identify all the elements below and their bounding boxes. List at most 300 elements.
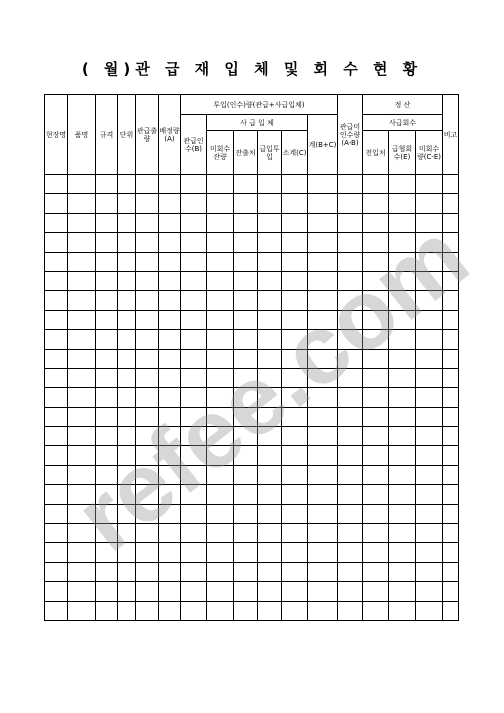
table-cell — [45, 175, 68, 194]
table-cell — [338, 504, 363, 523]
table-cell — [68, 291, 96, 310]
table-cell — [338, 543, 363, 562]
table-cell — [338, 368, 363, 387]
table-cell — [118, 310, 136, 329]
table-cell — [181, 252, 207, 271]
table-cell — [258, 291, 282, 310]
table-cell — [159, 562, 181, 581]
table-cell — [282, 213, 308, 232]
table-cell — [308, 175, 338, 194]
table-cell — [96, 524, 118, 543]
table-cell — [416, 446, 443, 465]
table-cell — [443, 407, 459, 426]
table-cell — [159, 485, 181, 504]
table-row — [45, 504, 459, 523]
table-cell — [258, 194, 282, 213]
table-cell — [207, 175, 234, 194]
table-cell — [338, 175, 363, 194]
table-cell — [136, 252, 159, 271]
table-cell — [363, 388, 389, 407]
table-cell — [118, 194, 136, 213]
table-cell — [258, 330, 282, 349]
table-cell — [282, 194, 308, 213]
table-cell — [258, 233, 282, 252]
table-row — [45, 407, 459, 426]
table-cell — [118, 291, 136, 310]
table-cell — [416, 252, 443, 271]
table-cell — [207, 330, 234, 349]
table-cell — [234, 388, 258, 407]
table-cell — [363, 427, 389, 446]
table-cell — [68, 562, 96, 581]
table-cell — [68, 213, 96, 232]
table-cell — [308, 252, 338, 271]
table-cell — [416, 194, 443, 213]
table-cell — [159, 213, 181, 232]
table-cell — [443, 446, 459, 465]
table-cell — [308, 349, 338, 368]
table-cell — [45, 485, 68, 504]
table-cell — [338, 446, 363, 465]
table-cell — [389, 271, 416, 290]
table-row — [45, 252, 459, 271]
table-row — [45, 310, 459, 329]
table-cell — [181, 310, 207, 329]
table-cell — [45, 213, 68, 232]
table-cell — [118, 252, 136, 271]
table-cell — [389, 175, 416, 194]
table-cell — [207, 291, 234, 310]
table-cell — [118, 213, 136, 232]
table-cell — [363, 291, 389, 310]
table-cell — [258, 465, 282, 484]
table-cell — [338, 427, 363, 446]
table-cell — [181, 485, 207, 504]
table-cell — [258, 310, 282, 329]
table-cell — [181, 349, 207, 368]
header-input-group: 투입(인수)량(관급+사급입체) — [181, 95, 338, 115]
table-row — [45, 213, 459, 232]
table-cell — [136, 388, 159, 407]
table-cell — [45, 271, 68, 290]
table-cell — [416, 291, 443, 310]
table-cell — [136, 271, 159, 290]
table-cell — [416, 368, 443, 387]
table-cell — [96, 330, 118, 349]
table-cell — [308, 504, 338, 523]
table-cell — [181, 388, 207, 407]
table-cell — [363, 368, 389, 387]
table-cell — [118, 446, 136, 465]
table-cell — [68, 485, 96, 504]
table-cell — [159, 194, 181, 213]
table-cell — [338, 330, 363, 349]
table-cell — [443, 368, 459, 387]
header-unit: 단위 — [118, 95, 136, 175]
table-cell — [159, 465, 181, 484]
table-cell — [181, 465, 207, 484]
table-cell — [443, 271, 459, 290]
table-cell — [443, 524, 459, 543]
table-row — [45, 485, 459, 504]
table-cell — [443, 252, 459, 271]
table-cell — [181, 407, 207, 426]
table-cell — [181, 330, 207, 349]
table-cell — [443, 233, 459, 252]
table-cell — [96, 601, 118, 620]
table-cell — [45, 543, 68, 562]
table-row — [45, 330, 459, 349]
table-cell — [389, 543, 416, 562]
table-cell — [136, 349, 159, 368]
table-cell — [389, 427, 416, 446]
table-cell — [338, 524, 363, 543]
table-row — [45, 562, 459, 581]
table-cell — [338, 252, 363, 271]
table-cell — [308, 233, 338, 252]
table-cell — [159, 582, 181, 601]
table-cell — [136, 407, 159, 426]
table-cell — [282, 504, 308, 523]
header-gov-received: 관급인수(B) — [181, 115, 207, 175]
table-row — [45, 175, 459, 194]
table-cell — [234, 524, 258, 543]
table-cell — [68, 524, 96, 543]
table-cell — [45, 562, 68, 581]
table-cell — [118, 330, 136, 349]
table-cell — [45, 368, 68, 387]
table-cell — [45, 330, 68, 349]
table-cell — [308, 330, 338, 349]
table-cell — [308, 194, 338, 213]
table-cell — [45, 194, 68, 213]
table-cell — [363, 543, 389, 562]
table-cell — [68, 388, 96, 407]
header-outstanding: 잔출처 — [234, 131, 258, 175]
table-cell — [416, 310, 443, 329]
table-cell — [159, 504, 181, 523]
table-cell — [389, 601, 416, 620]
table-cell — [136, 446, 159, 465]
table-cell — [308, 485, 338, 504]
table-cell — [96, 175, 118, 194]
table-cell — [443, 465, 459, 484]
table-cell — [207, 524, 234, 543]
table-cell — [118, 485, 136, 504]
table-cell — [416, 543, 443, 562]
table-cell — [234, 252, 258, 271]
table-cell — [45, 291, 68, 310]
table-cell — [96, 291, 118, 310]
table-cell — [258, 407, 282, 426]
table-cell — [389, 562, 416, 581]
table-cell — [416, 562, 443, 581]
table-cell — [308, 388, 338, 407]
table-cell — [234, 407, 258, 426]
table-cell — [234, 175, 258, 194]
table-cell — [234, 562, 258, 581]
table-cell — [96, 368, 118, 387]
table-cell — [159, 601, 181, 620]
table-cell — [282, 233, 308, 252]
table-cell — [207, 562, 234, 581]
table-cell — [308, 407, 338, 426]
table-cell — [181, 175, 207, 194]
table-body — [45, 95, 459, 621]
table-cell — [136, 368, 159, 387]
table-cell — [443, 213, 459, 232]
table-cell — [68, 504, 96, 523]
table-cell — [136, 427, 159, 446]
table-cell — [96, 388, 118, 407]
table-cell — [338, 213, 363, 232]
table-cell — [118, 504, 136, 523]
table-cell — [308, 601, 338, 620]
table-cell — [234, 310, 258, 329]
header-private-group: 사 급 입 체 — [207, 115, 308, 131]
table-cell — [96, 562, 118, 581]
table-cell — [207, 310, 234, 329]
table-cell — [389, 213, 416, 232]
table-cell — [308, 368, 338, 387]
table-cell — [96, 504, 118, 523]
table-cell — [207, 368, 234, 387]
table-cell — [159, 252, 181, 271]
table-cell — [68, 582, 96, 601]
table-cell — [258, 388, 282, 407]
table-cell — [308, 427, 338, 446]
header-remarks: 비고 — [443, 95, 459, 175]
table-cell — [389, 465, 416, 484]
header-allocated-qty: 배정량(A) — [159, 95, 181, 175]
table-cell — [308, 310, 338, 329]
table-cell — [389, 330, 416, 349]
table-cell — [68, 427, 96, 446]
table-cell — [363, 524, 389, 543]
table-cell — [45, 465, 68, 484]
table-cell — [159, 407, 181, 426]
table-cell — [207, 271, 234, 290]
table-cell — [159, 291, 181, 310]
table-cell — [282, 271, 308, 290]
header-gov-unreceived: 관급미인수량(A-B) — [338, 95, 363, 175]
table-cell — [282, 543, 308, 562]
table-row — [45, 271, 459, 290]
table-cell — [258, 271, 282, 290]
table-cell — [181, 582, 207, 601]
table-cell — [234, 504, 258, 523]
table-cell — [207, 582, 234, 601]
table-cell — [118, 601, 136, 620]
table-cell — [308, 465, 338, 484]
table-row — [45, 543, 459, 562]
document-title: ( 월)관 급 재 입 체 및 회 수 현 황 — [81, 60, 423, 78]
table-cell — [181, 562, 207, 581]
table-cell — [282, 310, 308, 329]
table-cell — [443, 427, 459, 446]
table-cell — [443, 349, 459, 368]
table-cell — [338, 562, 363, 581]
table-cell — [389, 504, 416, 523]
table-cell — [363, 252, 389, 271]
table-cell — [416, 601, 443, 620]
table-cell — [416, 465, 443, 484]
watermark: refee.com — [54, 200, 488, 572]
table-cell — [136, 562, 159, 581]
table-row — [45, 194, 459, 213]
table-cell — [234, 349, 258, 368]
table-cell — [389, 524, 416, 543]
table-cell — [443, 330, 459, 349]
table-cell — [136, 485, 159, 504]
table-cell — [363, 407, 389, 426]
table-cell — [118, 233, 136, 252]
table-cell — [96, 407, 118, 426]
table-cell — [338, 310, 363, 329]
table-cell — [389, 194, 416, 213]
table-cell — [207, 465, 234, 484]
table-cell — [282, 407, 308, 426]
table-cell — [136, 543, 159, 562]
table-cell — [363, 213, 389, 232]
table-cell — [338, 465, 363, 484]
table-cell — [45, 524, 68, 543]
header-total: 계(B+C) — [308, 115, 338, 175]
table-cell — [136, 233, 159, 252]
table-cell — [363, 446, 389, 465]
table-cell — [181, 213, 207, 232]
table-cell — [282, 582, 308, 601]
table-cell — [96, 233, 118, 252]
table-cell — [45, 388, 68, 407]
table-cell — [258, 524, 282, 543]
table-cell — [443, 562, 459, 581]
table-cell — [159, 427, 181, 446]
table-cell — [416, 504, 443, 523]
table-cell — [68, 543, 96, 562]
table-cell — [118, 175, 136, 194]
table-cell — [96, 465, 118, 484]
table-cell — [96, 446, 118, 465]
table-cell — [338, 291, 363, 310]
table-cell — [443, 543, 459, 562]
table-cell — [258, 349, 282, 368]
table-cell — [234, 194, 258, 213]
table-cell — [363, 562, 389, 581]
table-cell — [45, 233, 68, 252]
table-row — [45, 233, 459, 252]
table-cell — [68, 194, 96, 213]
table-cell — [389, 388, 416, 407]
table-cell — [68, 233, 96, 252]
table-cell — [181, 524, 207, 543]
table-cell — [96, 213, 118, 232]
table-cell — [258, 562, 282, 581]
table-cell — [136, 291, 159, 310]
table-cell — [308, 543, 338, 562]
table-cell — [96, 310, 118, 329]
table-cell — [159, 388, 181, 407]
table-cell — [363, 233, 389, 252]
table-cell — [96, 194, 118, 213]
table-cell — [118, 368, 136, 387]
table-cell — [234, 427, 258, 446]
table-cell — [258, 368, 282, 387]
table-cell — [363, 485, 389, 504]
table-cell — [338, 407, 363, 426]
table-cell — [118, 388, 136, 407]
table-cell — [181, 543, 207, 562]
table-cell — [136, 330, 159, 349]
table-cell — [136, 310, 159, 329]
table-cell — [207, 349, 234, 368]
table-cell — [443, 194, 459, 213]
table-cell — [207, 543, 234, 562]
table-cell — [282, 175, 308, 194]
table-row — [45, 601, 459, 620]
table-cell — [68, 330, 96, 349]
table-cell — [363, 330, 389, 349]
table-cell — [234, 330, 258, 349]
table-cell — [258, 543, 282, 562]
table-cell — [96, 349, 118, 368]
table-cell — [68, 271, 96, 290]
table-cell — [207, 485, 234, 504]
table-cell — [443, 388, 459, 407]
table-cell — [45, 582, 68, 601]
table-cell — [181, 504, 207, 523]
table-cell — [443, 485, 459, 504]
table-cell — [136, 465, 159, 484]
table-cell — [136, 175, 159, 194]
table-cell — [282, 524, 308, 543]
table-cell — [308, 291, 338, 310]
table-cell — [258, 446, 282, 465]
table-cell — [443, 175, 459, 194]
table-cell — [45, 446, 68, 465]
table-cell — [282, 330, 308, 349]
table-row — [45, 582, 459, 601]
table-cell — [96, 427, 118, 446]
table-cell — [443, 582, 459, 601]
table-cell — [234, 543, 258, 562]
table-cell — [389, 446, 416, 465]
table-cell — [96, 582, 118, 601]
table-cell — [207, 427, 234, 446]
table-cell — [181, 601, 207, 620]
table-cell — [416, 271, 443, 290]
table-row — [45, 388, 459, 407]
table-cell — [207, 601, 234, 620]
table-cell — [282, 252, 308, 271]
table-cell — [159, 349, 181, 368]
table-cell — [258, 427, 282, 446]
table-cell — [136, 194, 159, 213]
table-cell — [443, 601, 459, 620]
table-cell — [282, 485, 308, 504]
table-cell — [389, 349, 416, 368]
table-cell — [136, 601, 159, 620]
table-row — [45, 427, 459, 446]
table-cell — [207, 446, 234, 465]
table-cell — [181, 446, 207, 465]
table-cell — [389, 485, 416, 504]
table-cell — [45, 601, 68, 620]
table-cell — [416, 582, 443, 601]
table-cell — [159, 271, 181, 290]
table-row — [45, 465, 459, 484]
table-cell — [159, 233, 181, 252]
